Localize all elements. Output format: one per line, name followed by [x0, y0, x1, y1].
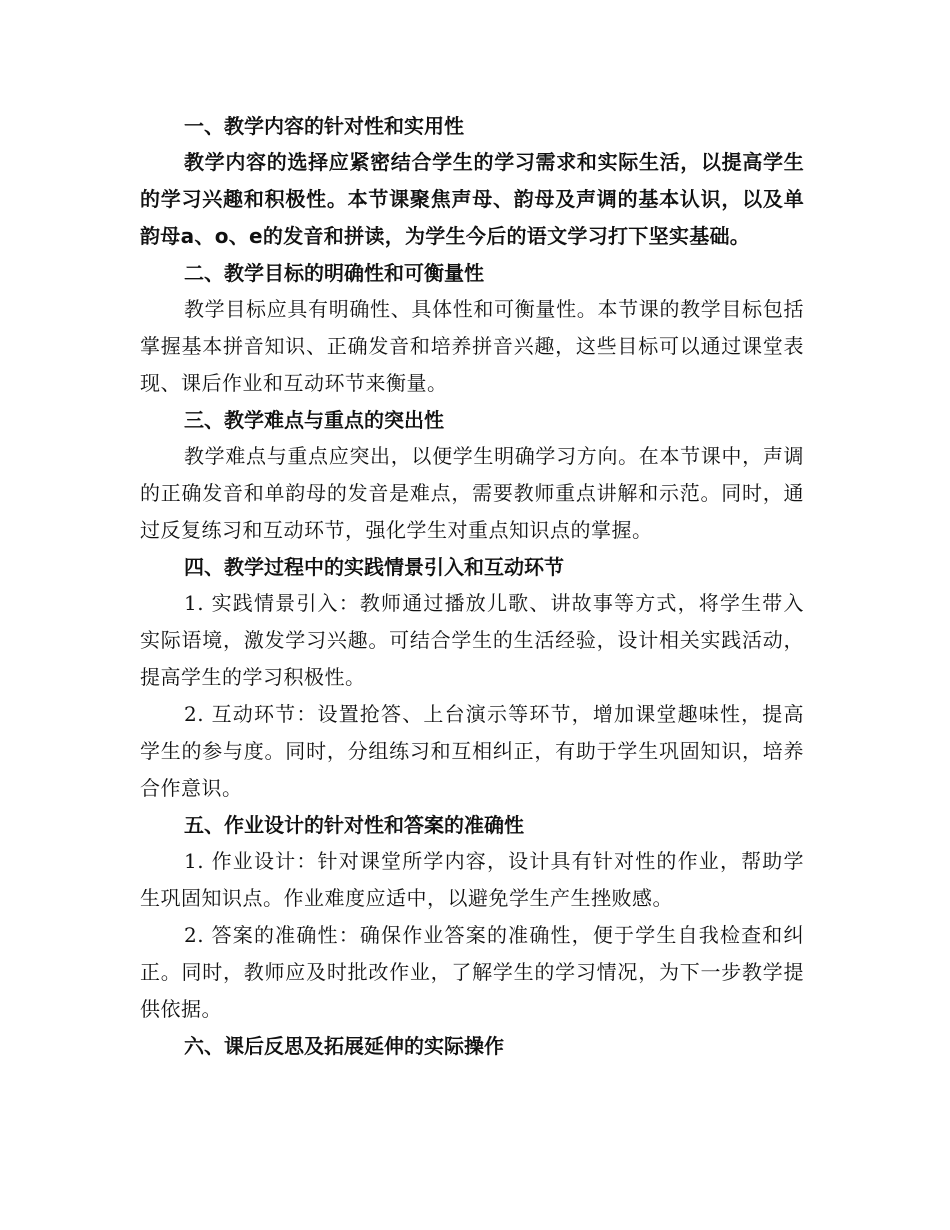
section-5-paragraph-1: 1. 作业设计：针对课堂所学内容，设计具有针对性的作业，帮助学生巩固知识点。作业难度应适中，以避免学生产生挫败感。 [140, 849, 804, 910]
document-page [140, 108, 804, 1064]
section-2-heading: 二、教学目标的明确性和可衡量性 [184, 261, 484, 285]
section-4-paragraph-1: 1. 实践情景引入：教师通过播放儿歌、讲故事等方式，将学生带入实际语境，激发学习兴趣。可结合学生的生活经验，设计相关实践活动，提高学生的学习积极性。 [140, 591, 804, 689]
section-5-paragraph-2: 2. 答案的准确性：确保作业答案的准确性，便于学生自我检查和纠正。同时，教师应及时批改作业，了解学生的学习情况，为下一步教学提供依据。 [140, 923, 804, 1021]
section-5-heading: 五、作业设计的针对性和答案的准确性 [184, 813, 524, 837]
section-6-heading: 六、课后反思及拓展延伸的实际操作 [184, 1034, 504, 1058]
section-3-heading: 三、教学难点与重点的突出性 [184, 408, 444, 432]
section-1-heading: 一、教学内容的针对性和实用性 [184, 114, 464, 138]
section-2-paragraph: 教学目标应具有明确性、具体性和可衡量性。本节课的教学目标包括掌握基本拼音知识、正确发音和培养拼音兴趣，这些目标可以通过课堂表现、课后作业和互动环节来衡量。 [140, 297, 804, 395]
section-4-paragraph-2: 2. 互动环节：设置抢答、上台演示等环节，增加课堂趣味性，提高学生的参与度。同时，分组练习和互相纠正，有助于学生巩固知识，培养合作意识。 [140, 702, 804, 800]
section-4-heading: 四、教学过程中的实践情景引入和互动环节 [184, 555, 564, 579]
section-1-paragraph: 教学内容的选择应紧密结合学生的学习需求和实际生活，以提高学生的学习兴趣和积极性。本节课聚焦声母、韵母及声调的基本认识，以及单韵母a、o、e的发音和拼读，为学生今后的语文学习打下坚实基础。 [140, 150, 804, 248]
section-3-paragraph: 教学难点与重点应突出，以便学生明确学习方向。在本节课中，声调的正确发音和单韵母的发音是难点，需要教师重点讲解和示范。同时，通过反复练习和互动环节，强化学生对重点知识点的掌握。 [140, 444, 804, 542]
